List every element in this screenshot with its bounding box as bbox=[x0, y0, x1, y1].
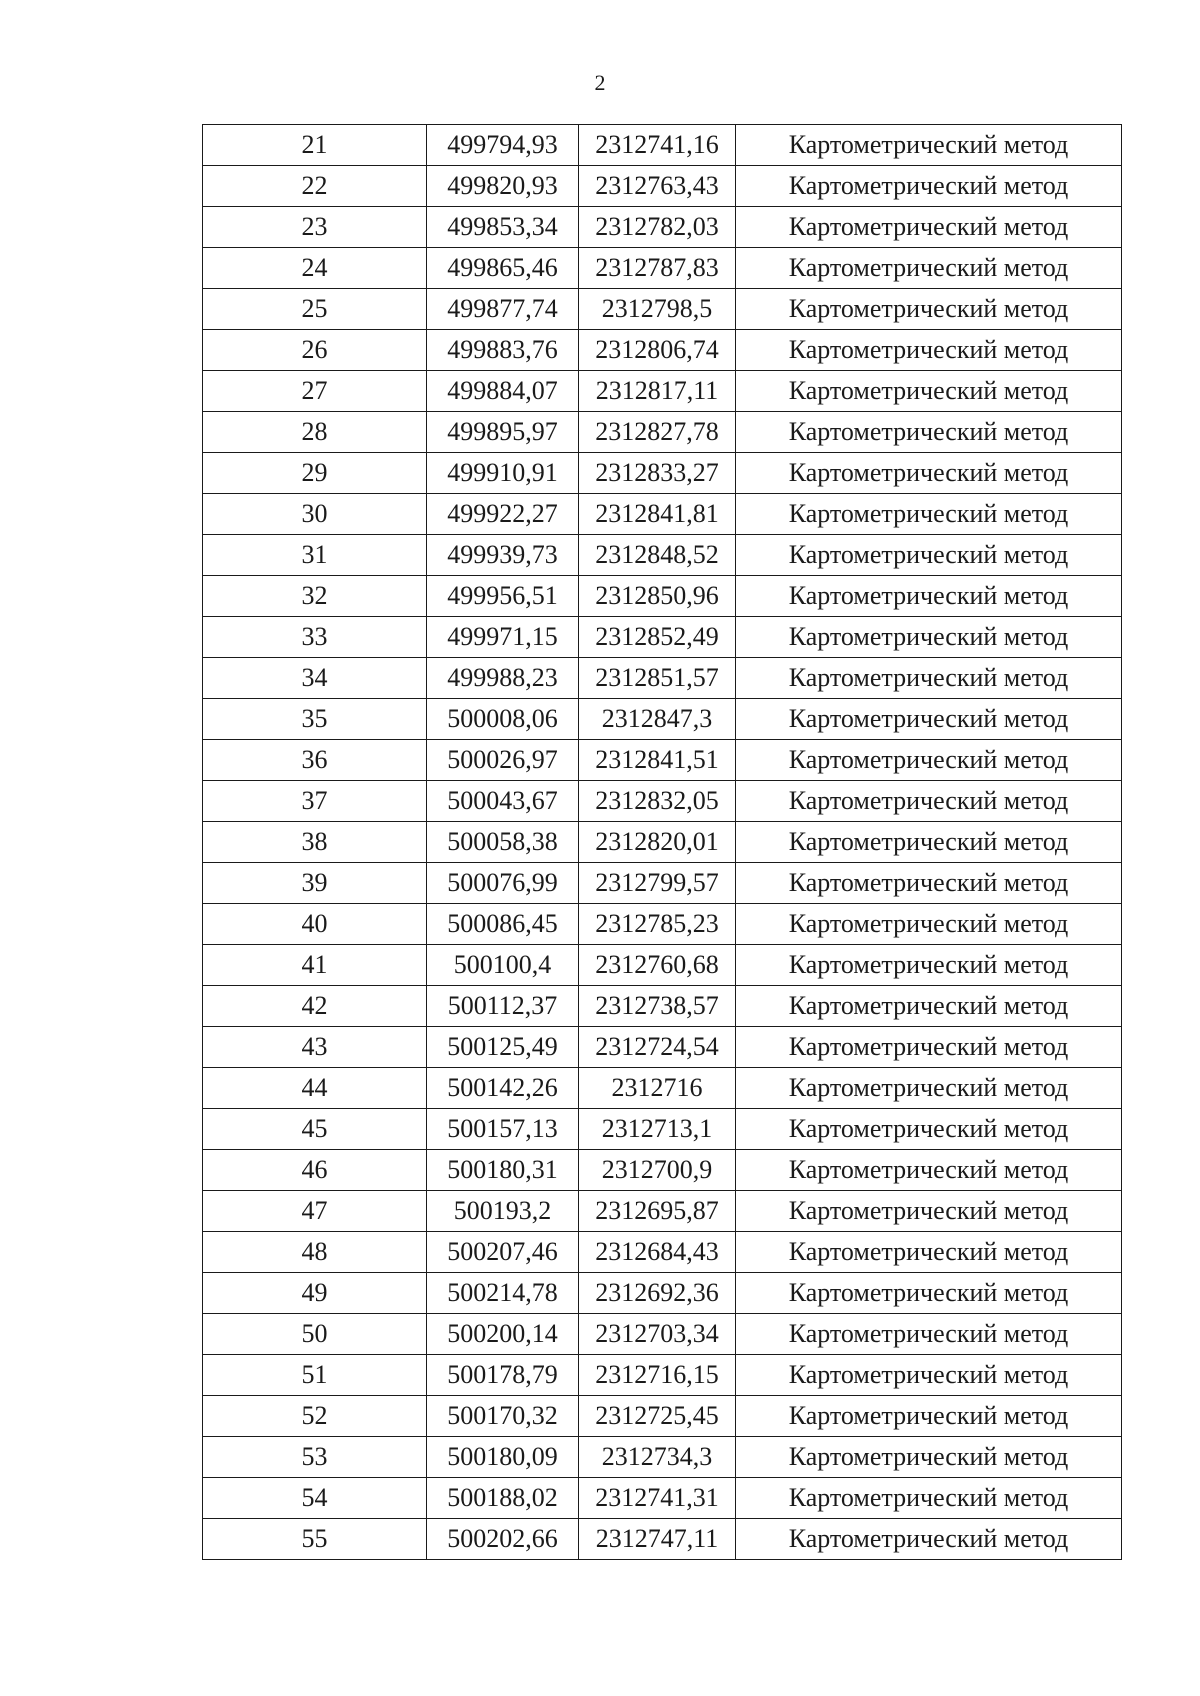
y-coordinate-cell: 2312841,81 bbox=[579, 494, 736, 535]
method-cell: Картометрический метод bbox=[736, 1519, 1122, 1560]
x-coordinate-cell: 499910,91 bbox=[427, 453, 579, 494]
method-cell: Картометрический метод bbox=[736, 740, 1122, 781]
table-row bbox=[203, 699, 1122, 740]
table-row bbox=[203, 986, 1122, 1027]
table-row bbox=[203, 617, 1122, 658]
point-number-cell: 46 bbox=[203, 1150, 427, 1191]
point-number-cell: 54 bbox=[203, 1478, 427, 1519]
table-row bbox=[203, 781, 1122, 822]
table-row bbox=[203, 1273, 1122, 1314]
point-number-cell: 34 bbox=[203, 658, 427, 699]
method-cell: Картометрический метод bbox=[736, 986, 1122, 1027]
point-number-cell: 42 bbox=[203, 986, 427, 1027]
y-coordinate-cell: 2312763,43 bbox=[579, 166, 736, 207]
table-row bbox=[203, 1396, 1122, 1437]
method-cell: Картометрический метод bbox=[736, 125, 1122, 166]
table-row bbox=[203, 289, 1122, 330]
method-cell: Картометрический метод bbox=[736, 1068, 1122, 1109]
point-number-cell: 29 bbox=[203, 453, 427, 494]
method-cell: Картометрический метод bbox=[736, 1273, 1122, 1314]
method-cell: Картометрический метод bbox=[736, 1314, 1122, 1355]
x-coordinate-cell: 500193,2 bbox=[427, 1191, 579, 1232]
table-row bbox=[203, 125, 1122, 166]
table-row bbox=[203, 494, 1122, 535]
coordinates-table bbox=[202, 124, 1122, 1560]
table-row bbox=[203, 1519, 1122, 1560]
y-coordinate-cell: 2312852,49 bbox=[579, 617, 736, 658]
table-row bbox=[203, 1355, 1122, 1396]
x-coordinate-cell: 500125,49 bbox=[427, 1027, 579, 1068]
table-row bbox=[203, 412, 1122, 453]
y-coordinate-cell: 2312692,36 bbox=[579, 1273, 736, 1314]
y-coordinate-cell: 2312703,34 bbox=[579, 1314, 736, 1355]
point-number-cell: 53 bbox=[203, 1437, 427, 1478]
method-cell: Картометрический метод bbox=[736, 248, 1122, 289]
table-row bbox=[203, 1478, 1122, 1519]
y-coordinate-cell: 2312760,68 bbox=[579, 945, 736, 986]
x-coordinate-cell: 499820,93 bbox=[427, 166, 579, 207]
table-row bbox=[203, 1027, 1122, 1068]
y-coordinate-cell: 2312851,57 bbox=[579, 658, 736, 699]
method-cell: Картометрический метод bbox=[736, 535, 1122, 576]
method-cell: Картометрический метод bbox=[736, 453, 1122, 494]
method-cell: Картометрический метод bbox=[736, 330, 1122, 371]
method-cell: Картометрический метод bbox=[736, 1232, 1122, 1273]
point-number-cell: 22 bbox=[203, 166, 427, 207]
x-coordinate-cell: 500202,66 bbox=[427, 1519, 579, 1560]
point-number-cell: 55 bbox=[203, 1519, 427, 1560]
table-row bbox=[203, 1191, 1122, 1232]
x-coordinate-cell: 500008,06 bbox=[427, 699, 579, 740]
y-coordinate-cell: 2312724,54 bbox=[579, 1027, 736, 1068]
x-coordinate-cell: 500188,02 bbox=[427, 1478, 579, 1519]
y-coordinate-cell: 2312747,11 bbox=[579, 1519, 736, 1560]
y-coordinate-cell: 2312695,87 bbox=[579, 1191, 736, 1232]
x-coordinate-cell: 499884,07 bbox=[427, 371, 579, 412]
method-cell: Картометрический метод bbox=[736, 289, 1122, 330]
point-number-cell: 27 bbox=[203, 371, 427, 412]
y-coordinate-cell: 2312700,9 bbox=[579, 1150, 736, 1191]
y-coordinate-cell: 2312833,27 bbox=[579, 453, 736, 494]
point-number-cell: 25 bbox=[203, 289, 427, 330]
method-cell: Картометрический метод bbox=[736, 781, 1122, 822]
point-number-cell: 51 bbox=[203, 1355, 427, 1396]
x-coordinate-cell: 499794,93 bbox=[427, 125, 579, 166]
y-coordinate-cell: 2312734,3 bbox=[579, 1437, 736, 1478]
method-cell: Картометрический метод bbox=[736, 1355, 1122, 1396]
x-coordinate-cell: 500043,67 bbox=[427, 781, 579, 822]
method-cell: Картометрический метод bbox=[736, 494, 1122, 535]
table-row bbox=[203, 453, 1122, 494]
method-cell: Картометрический метод bbox=[736, 1396, 1122, 1437]
table-row bbox=[203, 207, 1122, 248]
point-number-cell: 45 bbox=[203, 1109, 427, 1150]
method-cell: Картометрический метод bbox=[736, 658, 1122, 699]
y-coordinate-cell: 2312785,23 bbox=[579, 904, 736, 945]
y-coordinate-cell: 2312725,45 bbox=[579, 1396, 736, 1437]
x-coordinate-cell: 499865,46 bbox=[427, 248, 579, 289]
point-number-cell: 52 bbox=[203, 1396, 427, 1437]
x-coordinate-cell: 500170,32 bbox=[427, 1396, 579, 1437]
x-coordinate-cell: 500112,37 bbox=[427, 986, 579, 1027]
y-coordinate-cell: 2312847,3 bbox=[579, 699, 736, 740]
method-cell: Картометрический метод bbox=[736, 863, 1122, 904]
point-number-cell: 30 bbox=[203, 494, 427, 535]
x-coordinate-cell: 499939,73 bbox=[427, 535, 579, 576]
method-cell: Картометрический метод bbox=[736, 1437, 1122, 1478]
point-number-cell: 33 bbox=[203, 617, 427, 658]
y-coordinate-cell: 2312827,78 bbox=[579, 412, 736, 453]
method-cell: Картометрический метод bbox=[736, 412, 1122, 453]
method-cell: Картометрический метод bbox=[736, 1109, 1122, 1150]
x-coordinate-cell: 500207,46 bbox=[427, 1232, 579, 1273]
method-cell: Картометрический метод bbox=[736, 576, 1122, 617]
table-row bbox=[203, 1314, 1122, 1355]
table-row bbox=[203, 658, 1122, 699]
point-number-cell: 23 bbox=[203, 207, 427, 248]
method-cell: Картометрический метод bbox=[736, 945, 1122, 986]
point-number-cell: 28 bbox=[203, 412, 427, 453]
method-cell: Картометрический метод bbox=[736, 1191, 1122, 1232]
table-row bbox=[203, 330, 1122, 371]
x-coordinate-cell: 500076,99 bbox=[427, 863, 579, 904]
point-number-cell: 39 bbox=[203, 863, 427, 904]
point-number-cell: 50 bbox=[203, 1314, 427, 1355]
y-coordinate-cell: 2312848,52 bbox=[579, 535, 736, 576]
table-row bbox=[203, 904, 1122, 945]
method-cell: Картометрический метод bbox=[736, 1478, 1122, 1519]
point-number-cell: 38 bbox=[203, 822, 427, 863]
point-number-cell: 24 bbox=[203, 248, 427, 289]
x-coordinate-cell: 499883,76 bbox=[427, 330, 579, 371]
table-row bbox=[203, 576, 1122, 617]
table-row bbox=[203, 1109, 1122, 1150]
x-coordinate-cell: 499877,74 bbox=[427, 289, 579, 330]
table-row bbox=[203, 1232, 1122, 1273]
method-cell: Картометрический метод bbox=[736, 166, 1122, 207]
table-row bbox=[203, 740, 1122, 781]
point-number-cell: 47 bbox=[203, 1191, 427, 1232]
point-number-cell: 48 bbox=[203, 1232, 427, 1273]
method-cell: Картометрический метод bbox=[736, 822, 1122, 863]
x-coordinate-cell: 500178,79 bbox=[427, 1355, 579, 1396]
y-coordinate-cell: 2312841,51 bbox=[579, 740, 736, 781]
table-row bbox=[203, 1068, 1122, 1109]
y-coordinate-cell: 2312741,16 bbox=[579, 125, 736, 166]
point-number-cell: 36 bbox=[203, 740, 427, 781]
x-coordinate-cell: 499988,23 bbox=[427, 658, 579, 699]
table-row bbox=[203, 1150, 1122, 1191]
table-row bbox=[203, 863, 1122, 904]
x-coordinate-cell: 499956,51 bbox=[427, 576, 579, 617]
x-coordinate-cell: 500214,78 bbox=[427, 1273, 579, 1314]
x-coordinate-cell: 500157,13 bbox=[427, 1109, 579, 1150]
x-coordinate-cell: 500200,14 bbox=[427, 1314, 579, 1355]
point-number-cell: 31 bbox=[203, 535, 427, 576]
x-coordinate-cell: 499895,97 bbox=[427, 412, 579, 453]
point-number-cell: 43 bbox=[203, 1027, 427, 1068]
table-row bbox=[203, 1437, 1122, 1478]
method-cell: Картометрический метод bbox=[736, 617, 1122, 658]
y-coordinate-cell: 2312716 bbox=[579, 1068, 736, 1109]
coordinates-table-body bbox=[203, 125, 1122, 1560]
x-coordinate-cell: 499922,27 bbox=[427, 494, 579, 535]
y-coordinate-cell: 2312798,5 bbox=[579, 289, 736, 330]
y-coordinate-cell: 2312684,43 bbox=[579, 1232, 736, 1273]
x-coordinate-cell: 500058,38 bbox=[427, 822, 579, 863]
x-coordinate-cell: 499853,34 bbox=[427, 207, 579, 248]
point-number-cell: 35 bbox=[203, 699, 427, 740]
y-coordinate-cell: 2312850,96 bbox=[579, 576, 736, 617]
x-coordinate-cell: 500180,31 bbox=[427, 1150, 579, 1191]
method-cell: Картометрический метод bbox=[736, 1150, 1122, 1191]
table-row bbox=[203, 248, 1122, 289]
x-coordinate-cell: 500100,4 bbox=[427, 945, 579, 986]
y-coordinate-cell: 2312799,57 bbox=[579, 863, 736, 904]
point-number-cell: 40 bbox=[203, 904, 427, 945]
point-number-cell: 26 bbox=[203, 330, 427, 371]
y-coordinate-cell: 2312716,15 bbox=[579, 1355, 736, 1396]
page-number: 2 bbox=[594, 70, 606, 95]
point-number-cell: 41 bbox=[203, 945, 427, 986]
point-number-cell: 21 bbox=[203, 125, 427, 166]
table-row bbox=[203, 945, 1122, 986]
y-coordinate-cell: 2312738,57 bbox=[579, 986, 736, 1027]
point-number-cell: 37 bbox=[203, 781, 427, 822]
x-coordinate-cell: 500180,09 bbox=[427, 1437, 579, 1478]
y-coordinate-cell: 2312832,05 bbox=[579, 781, 736, 822]
y-coordinate-cell: 2312820,01 bbox=[579, 822, 736, 863]
y-coordinate-cell: 2312806,74 bbox=[579, 330, 736, 371]
y-coordinate-cell: 2312787,83 bbox=[579, 248, 736, 289]
table-row bbox=[203, 166, 1122, 207]
x-coordinate-cell: 500142,26 bbox=[427, 1068, 579, 1109]
y-coordinate-cell: 2312782,03 bbox=[579, 207, 736, 248]
method-cell: Картометрический метод bbox=[736, 371, 1122, 412]
x-coordinate-cell: 500086,45 bbox=[427, 904, 579, 945]
method-cell: Картометрический метод bbox=[736, 904, 1122, 945]
y-coordinate-cell: 2312817,11 bbox=[579, 371, 736, 412]
point-number-cell: 44 bbox=[203, 1068, 427, 1109]
y-coordinate-cell: 2312713,1 bbox=[579, 1109, 736, 1150]
x-coordinate-cell: 500026,97 bbox=[427, 740, 579, 781]
method-cell: Картометрический метод bbox=[736, 207, 1122, 248]
point-number-cell: 49 bbox=[203, 1273, 427, 1314]
y-coordinate-cell: 2312741,31 bbox=[579, 1478, 736, 1519]
point-number-cell: 32 bbox=[203, 576, 427, 617]
x-coordinate-cell: 499971,15 bbox=[427, 617, 579, 658]
method-cell: Картометрический метод bbox=[736, 699, 1122, 740]
table-row bbox=[203, 535, 1122, 576]
method-cell: Картометрический метод bbox=[736, 1027, 1122, 1068]
table-row bbox=[203, 822, 1122, 863]
table-row bbox=[203, 371, 1122, 412]
